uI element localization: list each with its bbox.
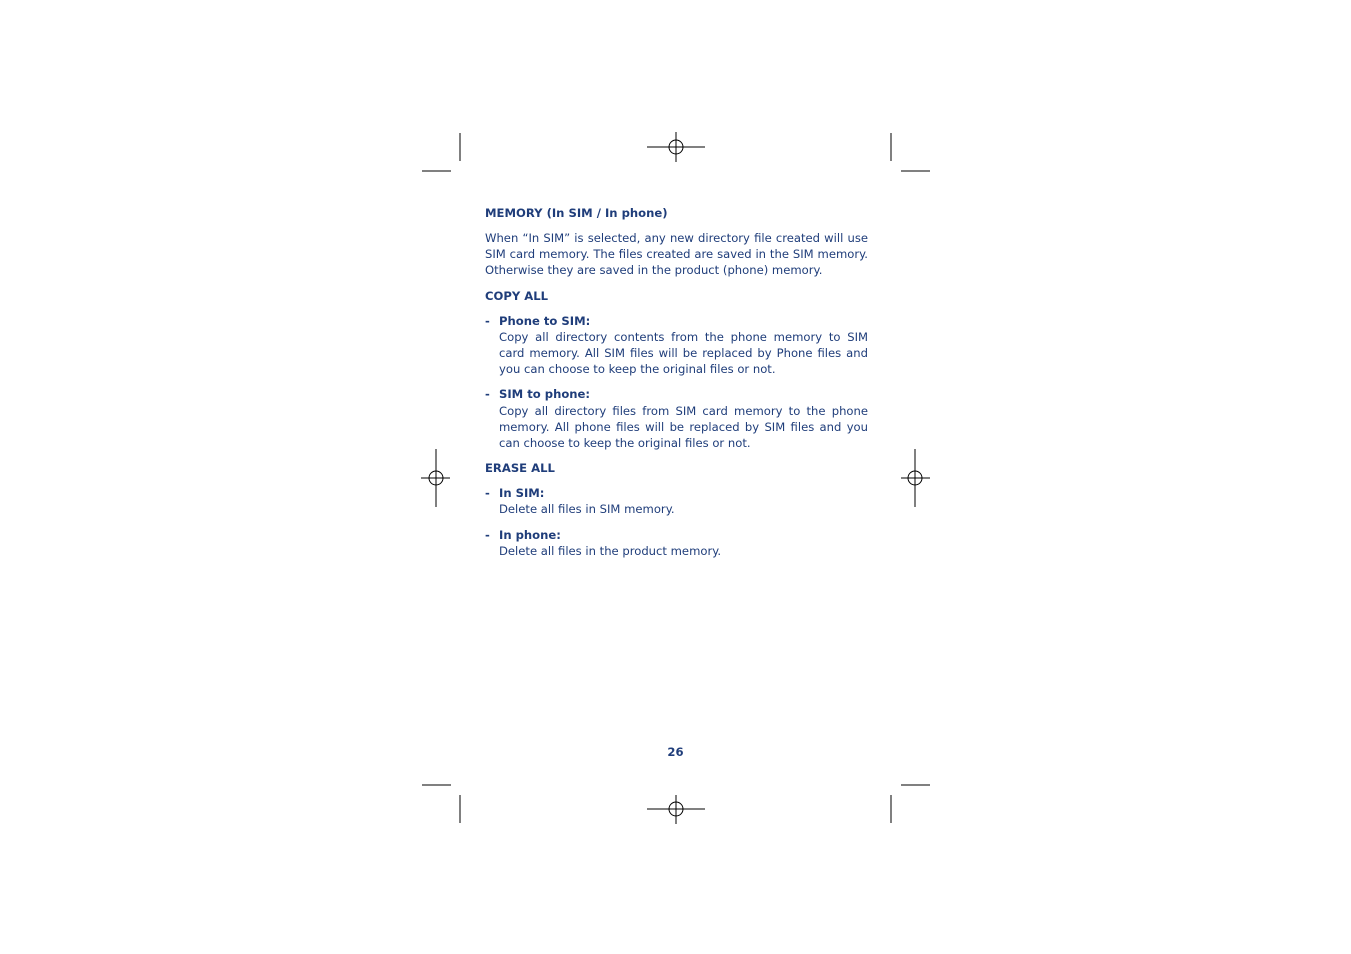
registration-mark-top xyxy=(647,132,705,162)
list-dash: - xyxy=(485,527,490,542)
heading-erase-all: ERASE ALL xyxy=(485,461,555,476)
registration-mark-bottom xyxy=(647,795,705,824)
list-dash: - xyxy=(485,313,490,328)
heading-memory: MEMORY (In SIM / In phone) xyxy=(485,206,668,220)
paragraph-memory: When “In SIM” is selected, any new directory file created will use SIM card memory. The files created are saved in the SIM memory. Otherwise they are saved in the product (phone) memory. xyxy=(485,231,868,278)
list-item-in-phone xyxy=(485,527,868,559)
item-text: Delete all files in SIM memory. xyxy=(499,502,675,517)
item-text: Delete all files in the product memory. xyxy=(499,543,722,558)
page-content xyxy=(485,205,868,559)
item-label: In phone: xyxy=(499,527,561,542)
list-item-sim-to-phone xyxy=(485,386,868,451)
registration-mark-right xyxy=(901,449,930,507)
list-item-phone-to-sim xyxy=(485,313,868,378)
page-number: 26 xyxy=(667,745,684,759)
item-text: Copy all directory contents from the phone memory to SIM card memory. All SIM files will be replaced by Phone files and you can choose to keep the original files or not. xyxy=(499,329,868,377)
list-dash: - xyxy=(485,486,490,501)
item-text: Copy all directory files from SIM card memory to the phone memory. All phone files will be replaced by SIM files and you can choose to keep the original files or not. xyxy=(499,403,868,451)
heading-copy-all: COPY ALL xyxy=(485,288,549,303)
list-dash: - xyxy=(485,387,490,402)
registration-mark-left xyxy=(421,449,450,507)
item-label: Phone to SIM: xyxy=(499,313,591,328)
item-label: In SIM: xyxy=(499,486,545,501)
item-label: SIM to phone: xyxy=(499,387,591,402)
list-item-in-sim xyxy=(485,485,868,517)
